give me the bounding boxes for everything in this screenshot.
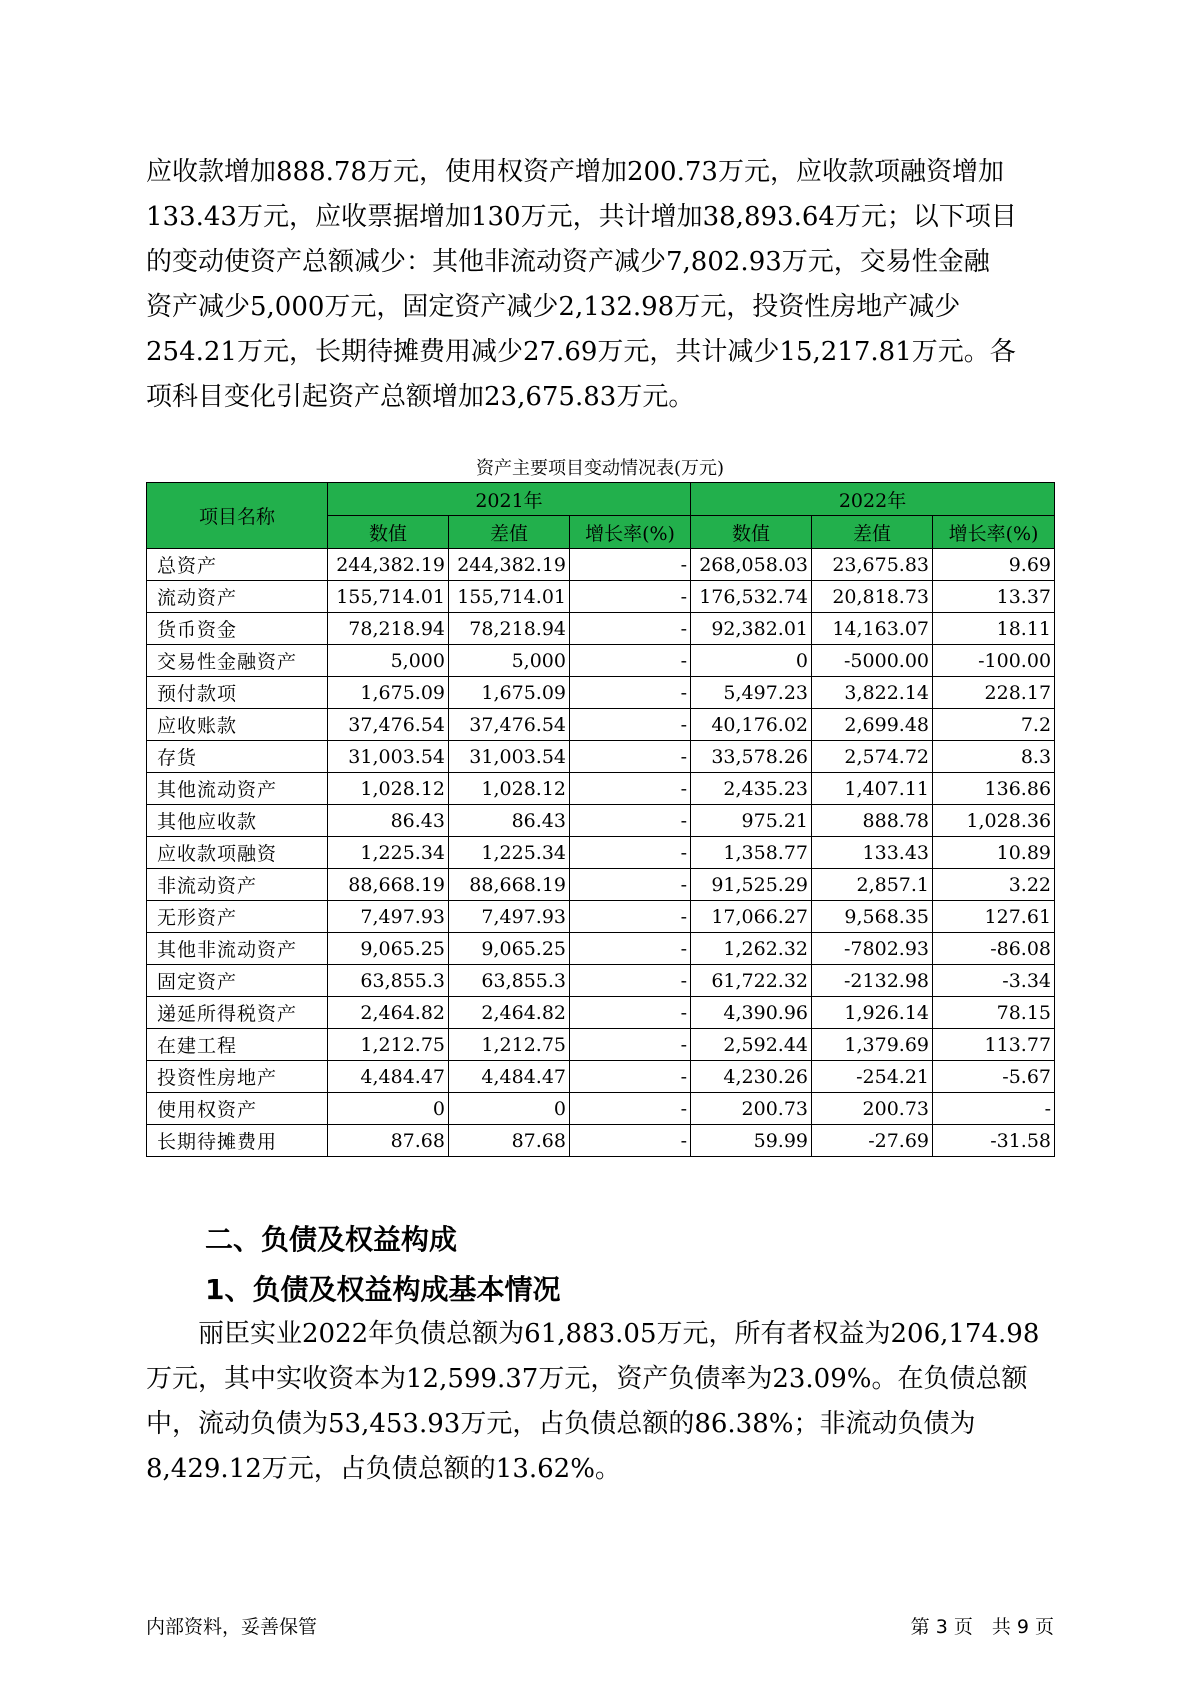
table-row xyxy=(147,709,1055,741)
cell-2022-diff: 1,379.69 xyxy=(812,1029,933,1061)
cell-item-name: 其他非流动资产 xyxy=(147,933,328,965)
cell-2021-diff: 9,065.25 xyxy=(449,933,570,965)
cell-2022-growth: - xyxy=(933,1093,1055,1125)
cell-2022-value: 5,497.23 xyxy=(691,677,812,709)
cell-2022-growth: 127.61 xyxy=(933,901,1055,933)
cell-2022-diff: 20,818.73 xyxy=(812,581,933,613)
cell-2022-value: 33,578.26 xyxy=(691,741,812,773)
cell-2021-value: 88,668.19 xyxy=(328,869,449,901)
cell-2022-value: 4,390.96 xyxy=(691,997,812,1029)
cell-item-name: 无形资产 xyxy=(147,901,328,933)
cell-2021-value: 37,476.54 xyxy=(328,709,449,741)
cell-2022-diff: 2,574.72 xyxy=(812,741,933,773)
paragraph-line: 万元，其中实收资本为12,599.37万元，资产负债率为23.09%。在负债总额 xyxy=(146,1364,1028,1394)
cell-item-name: 在建工程 xyxy=(147,1029,328,1061)
cell-2021-growth: - xyxy=(570,581,691,613)
cell-2022-growth: 78.15 xyxy=(933,997,1055,1029)
cell-2022-growth: -86.08 xyxy=(933,933,1055,965)
cell-item-name: 应收款项融资 xyxy=(147,837,328,869)
cell-2022-diff: 2,857.1 xyxy=(812,869,933,901)
cell-2021-value: 7,497.93 xyxy=(328,901,449,933)
cell-item-name: 交易性金融资产 xyxy=(147,645,328,677)
cell-2021-value: 5,000 xyxy=(328,645,449,677)
cell-2021-growth: - xyxy=(570,1125,691,1157)
cell-2021-diff: 78,218.94 xyxy=(449,613,570,645)
cell-2022-diff: -254.21 xyxy=(812,1061,933,1093)
table-row xyxy=(147,645,1055,677)
cell-2021-growth: - xyxy=(570,773,691,805)
cell-2022-growth: 9.69 xyxy=(933,549,1055,581)
header-year-2021: 2021年 xyxy=(328,483,691,516)
cell-2021-diff: 5,000 xyxy=(449,645,570,677)
cell-2022-growth: 113.77 xyxy=(933,1029,1055,1061)
table-row xyxy=(147,1125,1055,1157)
cell-2021-value: 1,675.09 xyxy=(328,677,449,709)
cell-2022-value: 176,532.74 xyxy=(691,581,812,613)
footer-confidential-note: 内部资料，妥善保管 xyxy=(146,1616,318,1638)
cell-2022-diff: -27.69 xyxy=(812,1125,933,1157)
cell-2021-growth: - xyxy=(570,933,691,965)
paragraph-line: 的变动使资产总额减少：其他非流动资产减少7,802.93万元，交易性金融 xyxy=(146,247,990,277)
cell-2022-growth: -5.67 xyxy=(933,1061,1055,1093)
paragraph-line: 丽臣实业2022年负债总额为61,883.05万元，所有者权益为206,174.98 xyxy=(146,1319,1040,1349)
cell-2021-growth: - xyxy=(570,837,691,869)
table-row xyxy=(147,741,1055,773)
header-year-2022: 2022年 xyxy=(691,483,1055,516)
cell-2022-diff: 3,822.14 xyxy=(812,677,933,709)
cell-2021-growth: - xyxy=(570,549,691,581)
cell-item-name: 投资性房地产 xyxy=(147,1061,328,1093)
cell-item-name: 总资产 xyxy=(147,549,328,581)
cell-2021-value: 155,714.01 xyxy=(328,581,449,613)
cell-2021-growth: - xyxy=(570,997,691,1029)
cell-2021-growth: - xyxy=(570,1061,691,1093)
cell-2022-value: 91,525.29 xyxy=(691,869,812,901)
table-row xyxy=(147,1061,1055,1093)
paragraph-line: 254.21万元，长期待摊费用减少27.69万元，共计减少15,217.81万元。各 xyxy=(146,337,1016,367)
cell-2021-growth: - xyxy=(570,613,691,645)
cell-2022-growth: -31.58 xyxy=(933,1125,1055,1157)
cell-2022-growth: 13.37 xyxy=(933,581,1055,613)
cell-2021-value: 4,484.47 xyxy=(328,1061,449,1093)
cell-2021-diff: 0 xyxy=(449,1093,570,1125)
cell-2022-value: 61,722.32 xyxy=(691,965,812,997)
header-diff: 差值 xyxy=(449,516,570,549)
cell-2022-diff: 1,407.11 xyxy=(812,773,933,805)
cell-2021-value: 244,382.19 xyxy=(328,549,449,581)
cell-2021-diff: 1,225.34 xyxy=(449,837,570,869)
cell-2022-value: 268,058.03 xyxy=(691,549,812,581)
table-row xyxy=(147,613,1055,645)
cell-2022-value: 975.21 xyxy=(691,805,812,837)
cell-2022-diff: 133.43 xyxy=(812,837,933,869)
cell-2022-value: 1,262.32 xyxy=(691,933,812,965)
cell-2022-growth: -3.34 xyxy=(933,965,1055,997)
cell-2021-value: 1,028.12 xyxy=(328,773,449,805)
cell-2021-growth: - xyxy=(570,645,691,677)
table-body xyxy=(147,549,1055,1157)
table-row xyxy=(147,549,1055,581)
cell-2021-value: 9,065.25 xyxy=(328,933,449,965)
cell-2021-growth: - xyxy=(570,869,691,901)
cell-2021-diff: 244,382.19 xyxy=(449,549,570,581)
table-row xyxy=(147,1093,1055,1125)
cell-item-name: 非流动资产 xyxy=(147,869,328,901)
cell-2022-growth: 10.89 xyxy=(933,837,1055,869)
cell-2021-growth: - xyxy=(570,709,691,741)
cell-2022-growth: 228.17 xyxy=(933,677,1055,709)
cell-2022-diff: 14,163.07 xyxy=(812,613,933,645)
cell-2022-value: 2,435.23 xyxy=(691,773,812,805)
table-row xyxy=(147,965,1055,997)
cell-item-name: 应收账款 xyxy=(147,709,328,741)
cell-2022-diff: 2,699.48 xyxy=(812,709,933,741)
paragraph-line: 资产减少5,000万元，固定资产减少2,132.98万元，投资性房地产减少 xyxy=(146,292,961,322)
cell-2021-diff: 87.68 xyxy=(449,1125,570,1157)
cell-2022-diff: -2132.98 xyxy=(812,965,933,997)
cell-2022-diff: 23,675.83 xyxy=(812,549,933,581)
cell-2022-value: 92,382.01 xyxy=(691,613,812,645)
cell-2022-value: 200.73 xyxy=(691,1093,812,1125)
cell-2021-diff: 7,497.93 xyxy=(449,901,570,933)
cell-2021-value: 78,218.94 xyxy=(328,613,449,645)
cell-2021-value: 63,855.3 xyxy=(328,965,449,997)
cell-item-name: 预付款项 xyxy=(147,677,328,709)
cell-2022-growth: 7.2 xyxy=(933,709,1055,741)
table-row xyxy=(147,773,1055,805)
cell-2021-value: 0 xyxy=(328,1093,449,1125)
table-row xyxy=(147,1029,1055,1061)
table-row xyxy=(147,933,1055,965)
cell-2021-value: 2,464.82 xyxy=(328,997,449,1029)
header-value: 数值 xyxy=(691,516,812,549)
header-item-name: 项目名称 xyxy=(147,483,328,549)
table-row xyxy=(147,581,1055,613)
cell-2021-diff: 63,855.3 xyxy=(449,965,570,997)
cell-2021-value: 87.68 xyxy=(328,1125,449,1157)
cell-2021-value: 86.43 xyxy=(328,805,449,837)
table-row xyxy=(147,869,1055,901)
cell-2022-value: 17,066.27 xyxy=(691,901,812,933)
table-row xyxy=(147,997,1055,1029)
paragraph-line: 项科目变化引起资产总额增加23,675.83万元。 xyxy=(146,382,695,412)
section-heading: 二、负债及权益构成 xyxy=(205,1223,458,1256)
cell-2022-value: 59.99 xyxy=(691,1125,812,1157)
cell-2021-growth: - xyxy=(570,805,691,837)
cell-2022-growth: 3.22 xyxy=(933,869,1055,901)
cell-item-name: 货币资金 xyxy=(147,613,328,645)
cell-2022-growth: 136.86 xyxy=(933,773,1055,805)
cell-2022-diff: 1,926.14 xyxy=(812,997,933,1029)
cell-2021-value: 1,225.34 xyxy=(328,837,449,869)
cell-2021-growth: - xyxy=(570,901,691,933)
paragraph-liabilities xyxy=(146,1312,1046,1492)
paragraph-line: 8,429.12万元，占负债总额的13.62%。 xyxy=(146,1454,621,1484)
cell-item-name: 流动资产 xyxy=(147,581,328,613)
cell-item-name: 存货 xyxy=(147,741,328,773)
cell-2021-diff: 1,212.75 xyxy=(449,1029,570,1061)
header-growth: 增长率(%) xyxy=(570,516,691,549)
cell-2022-diff: -5000.00 xyxy=(812,645,933,677)
cell-2022-value: 40,176.02 xyxy=(691,709,812,741)
header-diff: 差值 xyxy=(812,516,933,549)
cell-2021-diff: 4,484.47 xyxy=(449,1061,570,1093)
paragraph-line: 应收款增加888.78万元，使用权资产增加200.73万元，应收款项融资增加 xyxy=(146,157,1004,187)
header-growth: 增长率(%) xyxy=(933,516,1055,549)
paragraph-line: 133.43万元，应收票据增加130万元，共计增加38,893.64万元；以下项目 xyxy=(146,202,1017,232)
cell-2021-diff: 1,028.12 xyxy=(449,773,570,805)
cell-2022-growth: 1,028.36 xyxy=(933,805,1055,837)
cell-2021-growth: - xyxy=(570,1029,691,1061)
asset-change-table xyxy=(146,482,1055,1157)
cell-2021-growth: - xyxy=(570,965,691,997)
cell-2021-growth: - xyxy=(570,1093,691,1125)
cell-2021-diff: 1,675.09 xyxy=(449,677,570,709)
cell-2022-value: 2,592.44 xyxy=(691,1029,812,1061)
cell-2021-diff: 155,714.01 xyxy=(449,581,570,613)
cell-2021-value: 1,212.75 xyxy=(328,1029,449,1061)
cell-2021-diff: 2,464.82 xyxy=(449,997,570,1029)
cell-2022-value: 0 xyxy=(691,645,812,677)
table-row xyxy=(147,901,1055,933)
cell-2022-growth: -100.00 xyxy=(933,645,1055,677)
cell-2021-growth: - xyxy=(570,677,691,709)
cell-2021-diff: 86.43 xyxy=(449,805,570,837)
subsection-heading: 1、负债及权益构成基本情况 xyxy=(205,1273,561,1306)
cell-item-name: 其他流动资产 xyxy=(147,773,328,805)
header-value: 数值 xyxy=(328,516,449,549)
cell-2022-growth: 8.3 xyxy=(933,741,1055,773)
cell-2022-diff: 888.78 xyxy=(812,805,933,837)
table-caption: 资产主要项目变动情况表(万元) xyxy=(475,458,725,479)
cell-item-name: 其他应收款 xyxy=(147,805,328,837)
cell-2022-value: 1,358.77 xyxy=(691,837,812,869)
table-row xyxy=(147,677,1055,709)
paragraph-asset-changes xyxy=(146,150,1046,420)
cell-2022-diff: -7802.93 xyxy=(812,933,933,965)
cell-2021-diff: 88,668.19 xyxy=(449,869,570,901)
cell-2021-value: 31,003.54 xyxy=(328,741,449,773)
cell-2021-diff: 31,003.54 xyxy=(449,741,570,773)
cell-2021-growth: - xyxy=(570,741,691,773)
cell-2022-diff: 9,568.35 xyxy=(812,901,933,933)
cell-item-name: 长期待摊费用 xyxy=(147,1125,328,1157)
cell-2022-value: 4,230.26 xyxy=(691,1061,812,1093)
footer-page-number: 第 3 页 共 9 页 xyxy=(910,1616,1054,1638)
table-row xyxy=(147,837,1055,869)
cell-2022-growth: 18.11 xyxy=(933,613,1055,645)
paragraph-line: 中，流动负债为53,453.93万元，占负债总额的86.38%；非流动负债为 xyxy=(146,1409,976,1439)
cell-item-name: 固定资产 xyxy=(147,965,328,997)
cell-item-name: 使用权资产 xyxy=(147,1093,328,1125)
cell-item-name: 递延所得税资产 xyxy=(147,997,328,1029)
table-row xyxy=(147,805,1055,837)
cell-2021-diff: 37,476.54 xyxy=(449,709,570,741)
cell-2022-diff: 200.73 xyxy=(812,1093,933,1125)
